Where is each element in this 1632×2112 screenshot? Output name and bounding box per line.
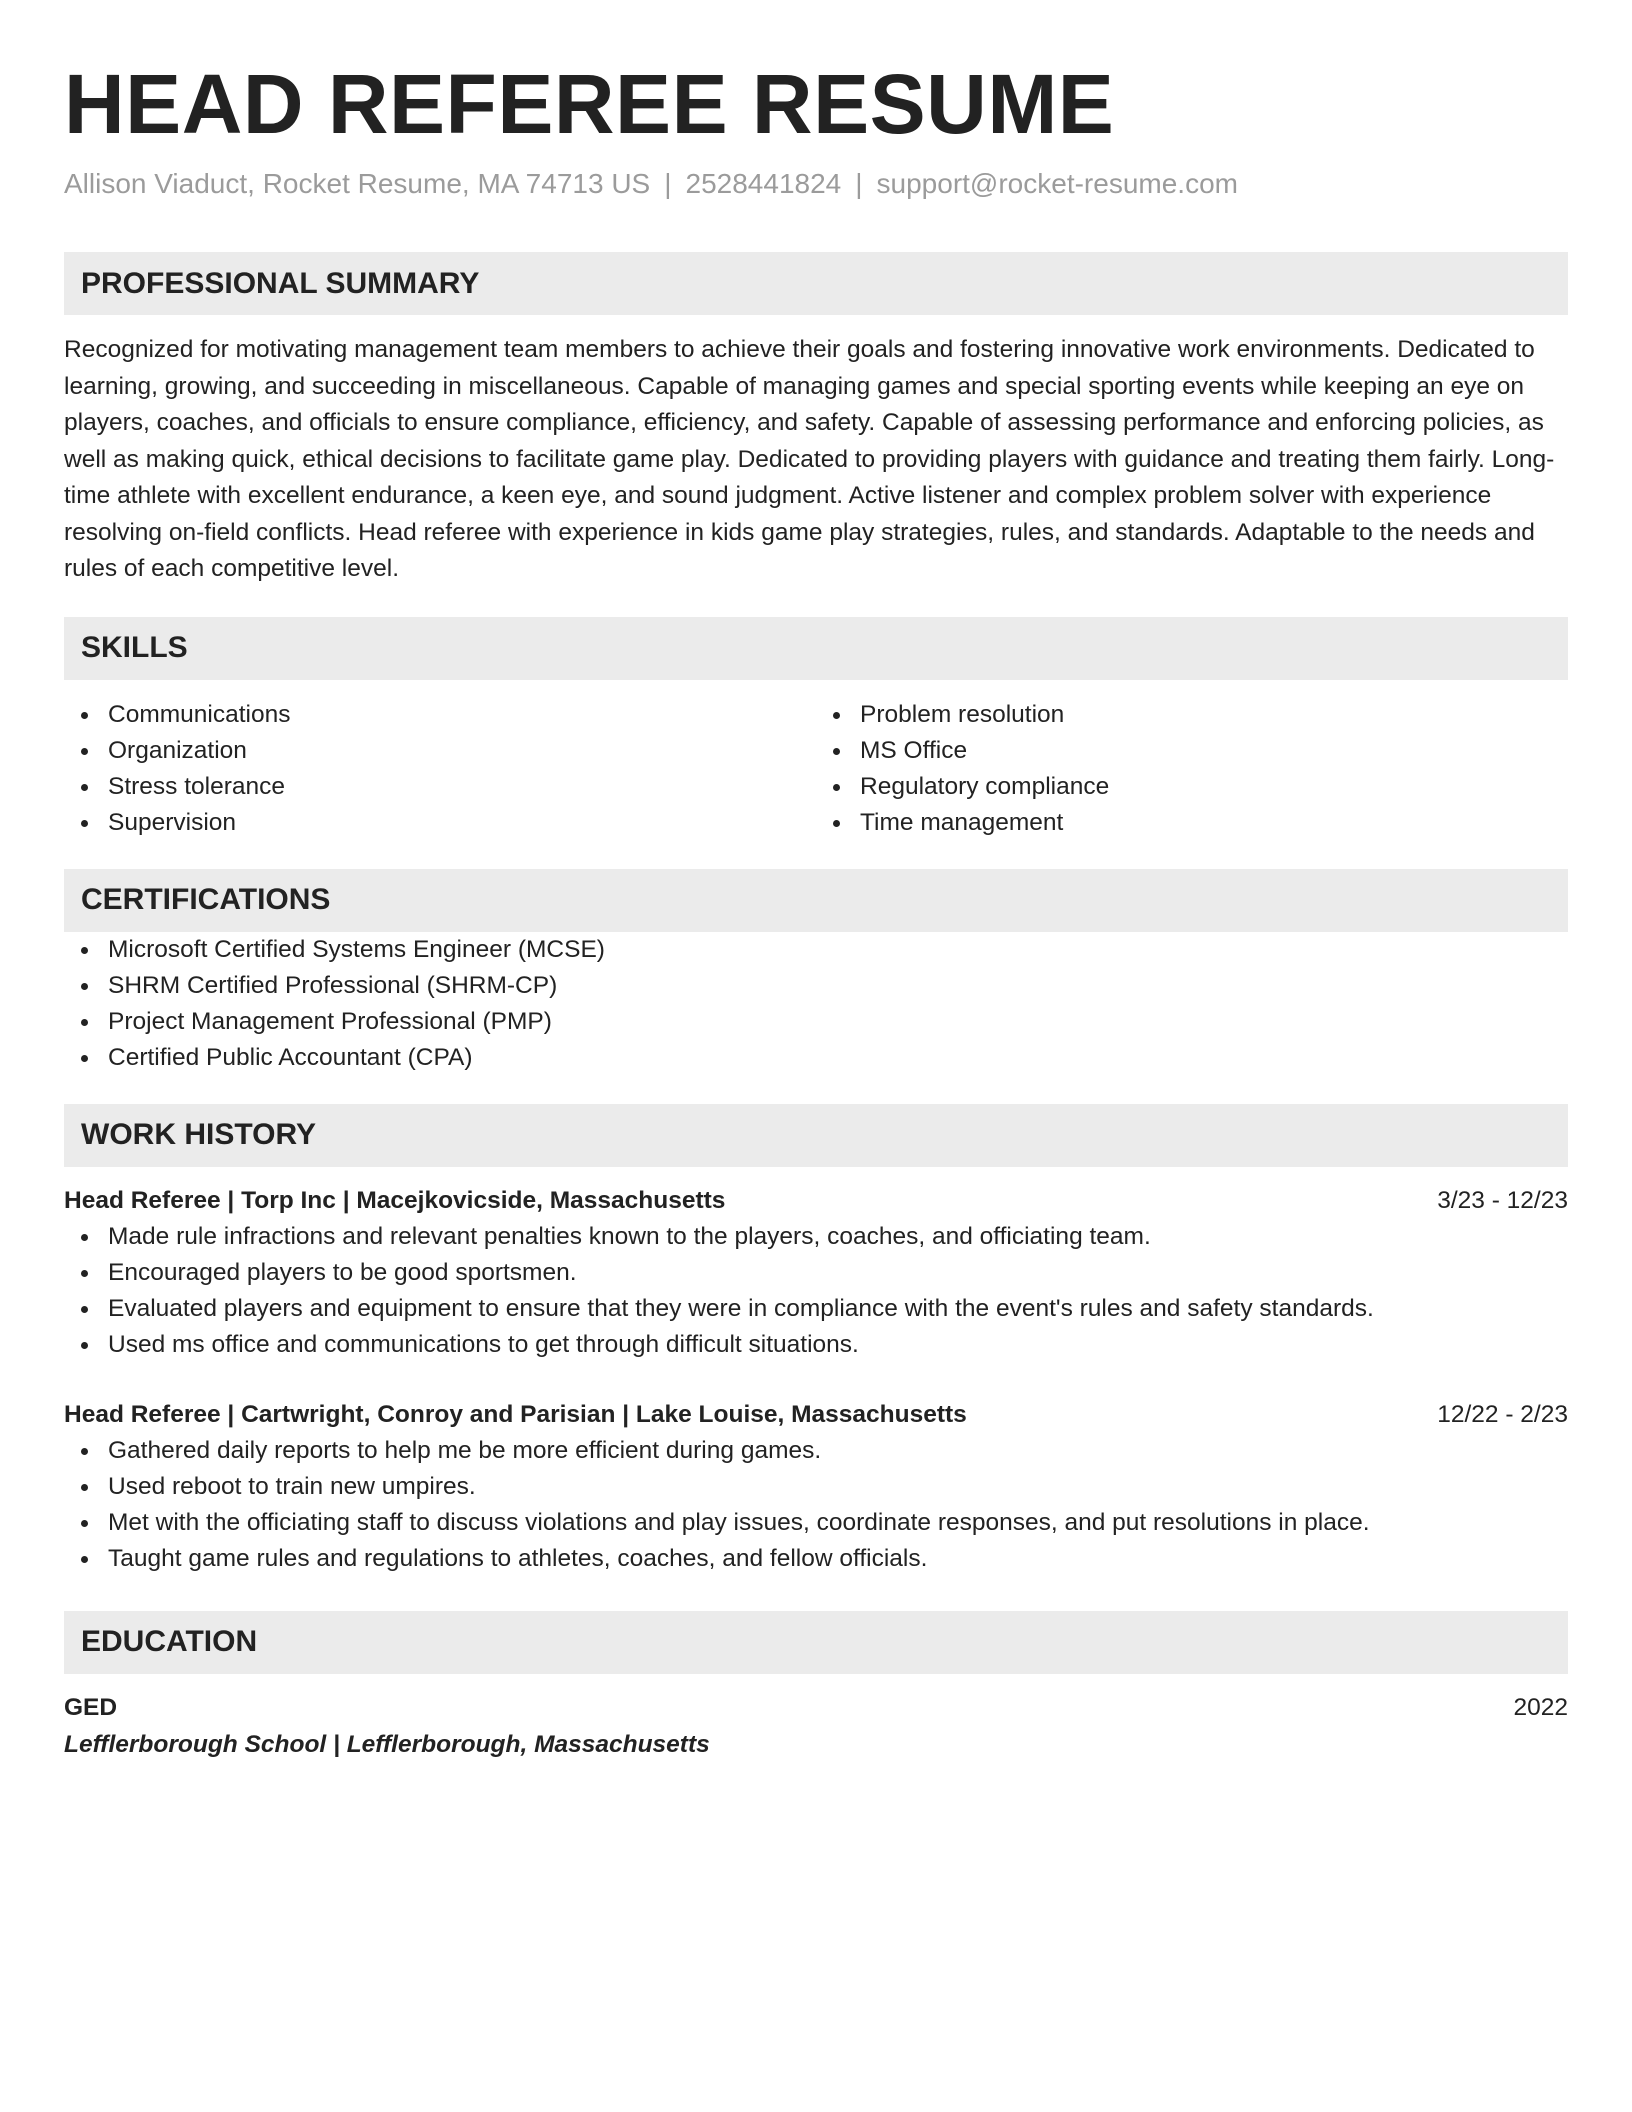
skill-item: Organization (64, 733, 816, 769)
skill-item: Regulatory compliance (816, 769, 1568, 805)
skill-item: Stress tolerance (64, 769, 816, 805)
job-bullet: Met with the officiating staff to discuss violations and play issues, coordinate responses, and put resolutions in place. (64, 1505, 1568, 1541)
certification-item: Microsoft Certified Systems Engineer (MCSE) (64, 932, 1568, 968)
summary-text: Recognized for motivating management team members to achieve their goals and fostering innovative work environments. Dedicated to learning, growing, and succeeding in miscellaneous. Capable of managing games and special sporting events while keeping an eye on players, coaches, and officials to ensure compliance, efficiency, and safety. Capable of assessing performance and enforcing policies, as well as making quick, ethical decisions to facilitate game play. Dedicated to providing players with guidance and treating them fairly. Long-time athlete with excellent endurance, a keen eye, and sound judgment. Active listener and complex problem solver with experience resolving on-field conflicts. Head referee with experience in kids game play strategies, rules, and standards. Adaptable to the needs and rules of each competitive level. (64, 336, 1555, 582)
education-heading (64, 1690, 1568, 1726)
education-year: 2022 (1513, 1693, 1568, 1721)
section-header-education: EDUCATION (64, 1611, 1568, 1674)
job-bullet: Made rule infractions and relevant penalties known to the players, coaches, and officiating team. (64, 1219, 1568, 1255)
section-header-summary: PROFESSIONAL SUMMARY (64, 252, 1568, 315)
job-bullets (64, 1433, 1568, 1577)
skills-list-right (816, 697, 1568, 841)
job-title: Head Referee | Cartwright, Conroy and Parisian | Lake Louise, Massachusetts (64, 1400, 967, 1428)
skill-item: Problem resolution (816, 697, 1568, 733)
job-heading (64, 1397, 1568, 1433)
contact-line (64, 166, 1568, 202)
skill-item: Time management (816, 805, 1568, 841)
education-degree: GED (64, 1693, 118, 1721)
job-bullet: Encouraged players to be good sportsmen. (64, 1255, 1568, 1291)
job-bullet: Gathered daily reports to help me be more efficient during games. (64, 1433, 1568, 1469)
contact-phone: 2528441824 (685, 168, 842, 199)
contact-address: Allison Viaduct, Rocket Resume, MA 74713 US (64, 168, 651, 199)
skill-item: Communications (64, 697, 816, 733)
contact-email: support@rocket-resume.com (876, 168, 1238, 199)
contact-separator: | (664, 168, 672, 199)
job-bullet: Used ms office and communications to get through difficult situations. (64, 1327, 1568, 1363)
contact-separator: | (855, 168, 863, 199)
skills-columns (64, 697, 1568, 841)
skills-list-left (64, 697, 816, 841)
skill-item: Supervision (64, 805, 816, 841)
education-school: Lefflerborough School | Lefflerborough, Massachusetts (64, 1730, 710, 1758)
job-dates: 12/22 - 2/23 (1437, 1400, 1568, 1428)
job-heading (64, 1183, 1568, 1219)
certifications-list (64, 932, 1568, 1076)
section-header-work-history: WORK HISTORY (64, 1104, 1568, 1167)
certification-item: Project Management Professional (PMP) (64, 1004, 1568, 1040)
section-header-certifications: CERTIFICATIONS (64, 869, 1568, 932)
job-bullet: Evaluated players and equipment to ensure that they were in compliance with the event's rules and safety standards. (64, 1291, 1568, 1327)
certification-item: Certified Public Accountant (CPA) (64, 1040, 1568, 1076)
skill-item: MS Office (816, 733, 1568, 769)
job-bullets (64, 1219, 1568, 1363)
job-title: Head Referee | Torp Inc | Macejkovicside, Massachusetts (64, 1186, 726, 1214)
job-dates: 3/23 - 12/23 (1437, 1186, 1568, 1214)
section-header-skills: SKILLS (64, 617, 1568, 680)
resume-title: HEAD REFEREE RESUME (64, 57, 1115, 151)
job-bullet: Taught game rules and regulations to athletes, coaches, and fellow officials. (64, 1541, 1568, 1577)
job-bullet: Used reboot to train new umpires. (64, 1469, 1568, 1505)
certification-item: SHRM Certified Professional (SHRM-CP) (64, 968, 1568, 1004)
